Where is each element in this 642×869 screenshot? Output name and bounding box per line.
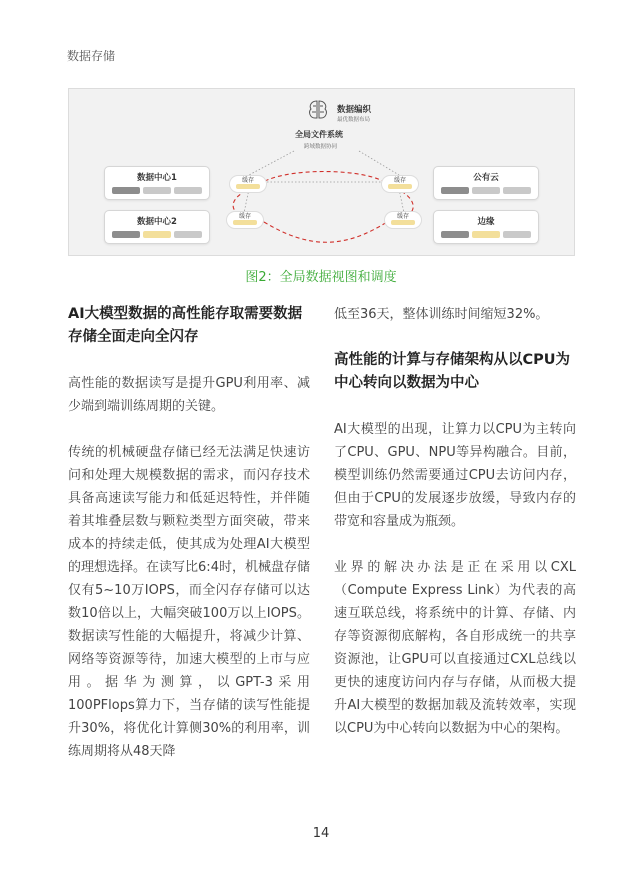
bar (112, 187, 140, 194)
section-heading: 高性能的计算与存储架构从以CPU为中心转向以数据为中心 (334, 352, 571, 391)
running-header: 数据存储 (67, 49, 116, 63)
brain-icon (310, 101, 327, 118)
paragraph: AI大模型的出现，让算力以CPU为主转向了CPU、GPU、NPU等异构融合。目前，模型训练仍然需要通过CPU去访问内存，但由于CPU的发展逐步放缓，导致内存的带宽和容量成为瓶颈。 (334, 422, 576, 529)
cache-node (381, 175, 419, 193)
global-fs-label: 全局文件系统 (295, 130, 343, 139)
public-cloud-bars (441, 187, 531, 194)
public-cloud-label: 公有云 (473, 173, 499, 183)
datacenter-2-label: 数据中心2 (137, 217, 177, 227)
link-fs-cache-tl (249, 151, 294, 175)
bar (143, 231, 171, 238)
paragraph: 高性能的数据读写是提升GPU利用率、减少端到端训练周期的关键。 (68, 376, 310, 414)
brand-subtitle: 最优数据布局 (337, 117, 371, 123)
datacenter-2-bars (112, 231, 202, 238)
link-fs-cache-tr (359, 151, 399, 175)
datacenter-1-label: 数据中心1 (137, 173, 177, 183)
left-column (68, 303, 310, 763)
paragraph: 传统的机械硬盘存储已经无法满足快速访问和处理大规模数据的需求，而闪存技术具备高速读写能力和低延迟特性，并伴随着其堆叠层数与颗粒类型方面突破，带来成本的持续走低，使其成为处理AI大模型的理想选择。在读写比6:4时，机械盘存储仅有5~10万IOPS，而全闪存存储可以达数10倍以上，大幅突破100万以上IOPS。数据读写性能的大幅提升，将减少计算、网络等资源等待，加速大模型的上市与应用。据华为测算，以GPT-3采用100PFlops算力下，当存储的读写性能提升30%，将优化计算侧30%的利用率，训练周期将从48天降 (68, 445, 310, 759)
section-heading: AI大模型数据的高性能存取需要数据存储全面走向全闪存 (68, 306, 303, 345)
cache-label: 缓存 (238, 213, 251, 220)
edge-bars (441, 231, 531, 238)
bar (503, 187, 531, 194)
cache-label: 缓存 (241, 177, 254, 184)
bar (174, 187, 202, 194)
bar (112, 231, 140, 238)
edge-label: 边缘 (477, 217, 495, 227)
figure-caption: 图2：全局数据视图和调度 (245, 270, 397, 285)
cache-label: 缓存 (393, 177, 406, 184)
public-cloud-box (433, 166, 539, 200)
bar (441, 231, 469, 238)
cache-bar (233, 220, 257, 225)
paragraph-continued: 低至36天，整体训练时间缩短32%。 (334, 307, 549, 322)
bar (503, 231, 531, 238)
paragraph: 业界的解决办法是正在采用以CXL（Compute Express Link）为代表的高速互联总线，将系统中的计算、存储、内存等资源彻底解构，各自形成统一的共享资源池，让GPU可以直接通过CXL总线以更快的速度访问内存与存储，从而极大提升AI大模型的数据加载及流转效率，实现以CPU为中心转向以数据为中心的架构。 (334, 560, 576, 736)
cache-node (229, 175, 267, 193)
bar (472, 231, 500, 238)
brand-title: 数据编织 (337, 105, 372, 115)
datacenter-1-bars (112, 187, 202, 194)
cache-bar (388, 184, 412, 189)
page-number: 14 (312, 826, 330, 841)
figure-global-data-view (68, 88, 575, 256)
global-fs-sub: 跨域数据协同 (304, 144, 338, 150)
right-column (334, 303, 576, 740)
datacenter-2-box (104, 210, 210, 244)
cache-node (384, 211, 422, 229)
datacenter-1-box (104, 166, 210, 200)
edge-box (433, 210, 539, 244)
bar (143, 187, 171, 194)
cache-bar (391, 220, 415, 225)
bar (472, 187, 500, 194)
cache-bar (236, 184, 260, 189)
bar (174, 231, 202, 238)
cache-node (226, 211, 264, 229)
cache-label: 缓存 (396, 213, 409, 220)
bar (441, 187, 469, 194)
